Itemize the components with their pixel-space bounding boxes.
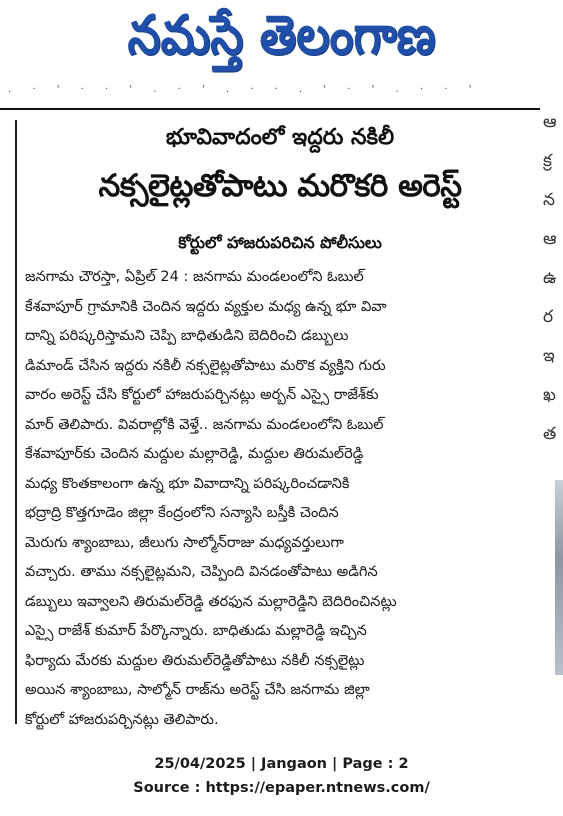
article-body-line: దాన్ని పరిష్కరిస్తామని చెప్పి బాధితుడిని బెదిరించి డబ్బులు: [25, 328, 349, 344]
footer-source: Source : https://epaper.ntnews.com/: [133, 780, 430, 796]
article-body-line: డబ్బులు ఇవ్వాలని తిరుమల్‌రెడ్డి తరఫున మల్లారెడ్డిని బెదిరించినట్లు: [25, 593, 397, 610]
footer-dateline: 25/04/2025 | Jangaon | Page : 2: [154, 756, 409, 772]
article-headline: నక్సలైట్లతోపాటు మరొకరి అరెస్ట్: [98, 168, 462, 204]
article-body-line: భద్రాద్రి కొత్తగూడెం జిల్లా కేంద్రంలోని సన్యాసి బస్తీకి చెందిన: [25, 505, 339, 521]
article-body-line: వచ్చారు. తాము నక్సలైట్లమని, చెప్పింది వినడంతోపాటు అడిగిన: [25, 564, 378, 580]
article-body-line: జనగామ చౌరస్తా, ఏప్రిల్ 24 : జనగామ మండలంలోని ఓబుల్: [25, 269, 364, 285]
article-body-line: కేశవాపూర్‌కు చెందిన మద్దుల మల్లారెడ్డి, మద్దుల తిరుమల్‌రెడ్డి: [25, 446, 364, 462]
article-body-line: మెరుగు శ్యాంబాబు, జీలుగు సాల్మోన్‌రాజు మధ్యవర్తులుగా: [25, 534, 344, 551]
article-body-line: కేశవాపూర్ గ్రామానికి చెందిన ఇద్దరు వ్యక్తుల మధ్య ఉన్న భూ వివా: [25, 298, 387, 315]
article-body: [25, 263, 533, 735]
article-body-line: అయిన శ్యాంబాబు, సాల్మోన్ రాజ్‌ను అరెస్ట్ చేసి జనగామ జిల్లా: [25, 682, 370, 698]
article-kicker: భూవివాదంలో ఇద్దరు నకిలీ: [165, 125, 395, 150]
article-body-line: కోర్టులో హాజరుపర్చినట్లు తెలిపారు.: [25, 711, 219, 728]
article-body-line: వారం అరెస్ట్ చేసి కోర్టులో హాజరుపర్చినట్లు అర్బన్ ఎస్సై రాజేశ్‌కు: [25, 387, 379, 403]
adjacent-column-fragment: ఆ క్ర న ఆ ఉ ర ఇ ఖ త: [543, 112, 557, 444]
article-body-line: మార్ తెలిపారు. వివరాల్లోకి వెళ్తే.. జనగామ మండలంలోని ఓబుల్: [25, 416, 384, 433]
article-subhead: కోర్టులో హాజరుపరిచిన పోలీసులు: [178, 233, 382, 252]
top-rule-divider: [0, 108, 540, 110]
article-body-line: ఎస్సై రాజేశ్ కుమార్ పేర్కొన్నారు. బాధితుడు మల్లారెడ్డి ఇచ్చిన: [25, 623, 367, 639]
article-body-line: ఫిర్యాదు మేరకు మద్దుల తిరుమల్‌రెడ్డితోపాటు నకిలీ నక్సలైట్లు: [25, 652, 365, 669]
adjacent-column-strip: . · ' · · ' . · ' . · · . ' · ' . · · ': [8, 84, 481, 95]
article-body-line: మధ్య కొంతకాలంగా ఉన్న భూ వివాదాన్ని పరిష్కరించడానికి: [25, 475, 350, 492]
footer: [0, 752, 563, 800]
article-body-line: డిమాండ్ చేసిన ఇద్దరు నకిలీ నక్సలైట్లతోపాటు మరొక వ్యక్తిని గురు: [25, 357, 386, 374]
adjacent-photo-fragment: [555, 480, 563, 675]
newspaper-logo: నమస్తే తెలంగాణ: [127, 4, 436, 68]
masthead: [0, 0, 563, 84]
